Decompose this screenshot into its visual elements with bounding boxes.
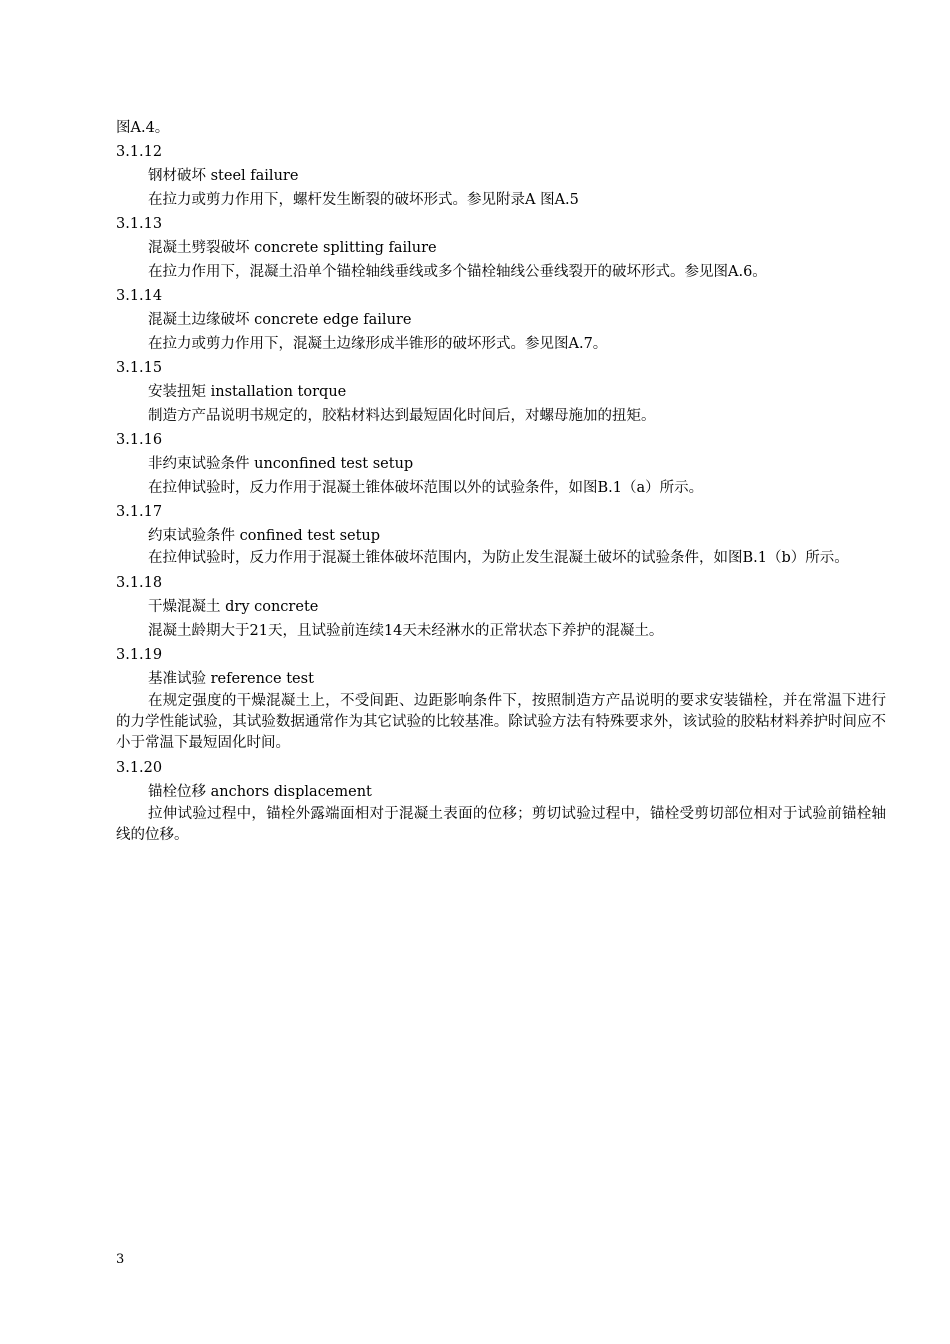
entry-definition: 在拉力作用下，混凝土沿单个锚栓轴线垂线或多个锚栓轴线公垂线裂开的破坏形式。参见图A.6。 — [148, 264, 767, 280]
entry-3-1-13 — [116, 212, 886, 284]
entry-term: 钢材破坏 steel failure — [148, 168, 299, 184]
entry-term: 混凝土劈裂破坏 concrete splitting failure — [148, 240, 437, 256]
entry-number: 3.1.12 — [116, 144, 163, 160]
entry-3-1-15 — [116, 356, 886, 428]
entry-definition: 拉伸试验过程中，锚栓外露端面相对于混凝土表面的位移；剪切试验过程中，锚栓受剪切部位相对于试验前锚栓轴线的位移。 — [116, 806, 886, 843]
entry-number: 3.1.14 — [116, 288, 163, 304]
entry-term: 非约束试验条件 unconfined test setup — [148, 456, 414, 472]
entry-term: 基准试验 reference test — [148, 671, 314, 687]
entry-number: 3.1.16 — [116, 432, 163, 448]
entry-definition: 在规定强度的干燥混凝土上，不受间距、边距影响条件下，按照制造方产品说明的要求安装锚栓，并在常温下进行的力学性能试验，其试验数据通常作为其它试验的比较基准。除试验方法有特殊要求外，该试验的胶粘材料养护时间应不小于常温下最短固化时间。 — [116, 693, 886, 751]
entry-definition: 在拉伸试验时，反力作用于混凝土锥体破坏范围以外的试验条件，如图B.1（a）所示。 — [148, 480, 704, 496]
page-number: 3 — [116, 1252, 125, 1267]
entry-term: 混凝土边缘破坏 concrete edge failure — [148, 312, 412, 328]
entry-definition: 在拉伸试验时，反力作用于混凝土锥体破坏范围内，为防止发生混凝土破坏的试验条件，如图B.1（b）所示。 — [148, 550, 849, 566]
entry-term: 干燥混凝土 dry concrete — [148, 599, 319, 615]
entry-3-1-19 — [116, 643, 886, 754]
entry-term: 锚栓位移 anchors displacement — [148, 784, 372, 800]
entry-number: 3.1.20 — [116, 760, 163, 776]
entry-number: 3.1.18 — [116, 575, 163, 591]
entry-term: 约束试验条件 confined test setup — [148, 528, 381, 544]
entry-definition: 混凝土龄期大于21天，且试验前连续14天未经淋水的正常状态下养护的混凝土。 — [148, 623, 664, 639]
entry-3-1-14 — [116, 284, 886, 356]
entry-definition: 在拉力或剪力作用下，混凝土边缘形成半锥形的破坏形式。参见图A.7。 — [148, 336, 608, 352]
entry-3-1-20 — [116, 756, 886, 846]
entry-definition: 在拉力或剪力作用下，螺杆发生断裂的破坏形式。参见附录A 图A.5 — [148, 192, 579, 208]
entry-3-1-12 — [116, 140, 886, 212]
entry-3-1-16 — [116, 428, 886, 500]
entry-3-1-18 — [116, 571, 886, 643]
lead-text: 图A.4。 — [116, 120, 170, 136]
entry-number: 3.1.15 — [116, 360, 163, 376]
entry-number: 3.1.17 — [116, 504, 163, 520]
entry-number: 3.1.13 — [116, 216, 163, 232]
entry-number: 3.1.19 — [116, 647, 163, 663]
entry-term: 安装扭矩 installation torque — [148, 384, 347, 400]
document-body — [116, 116, 886, 848]
entry-definition: 制造方产品说明书规定的，胶粘材料达到最短固化时间后，对螺母施加的扭矩。 — [148, 408, 656, 424]
entry-3-1-17 — [116, 500, 886, 569]
